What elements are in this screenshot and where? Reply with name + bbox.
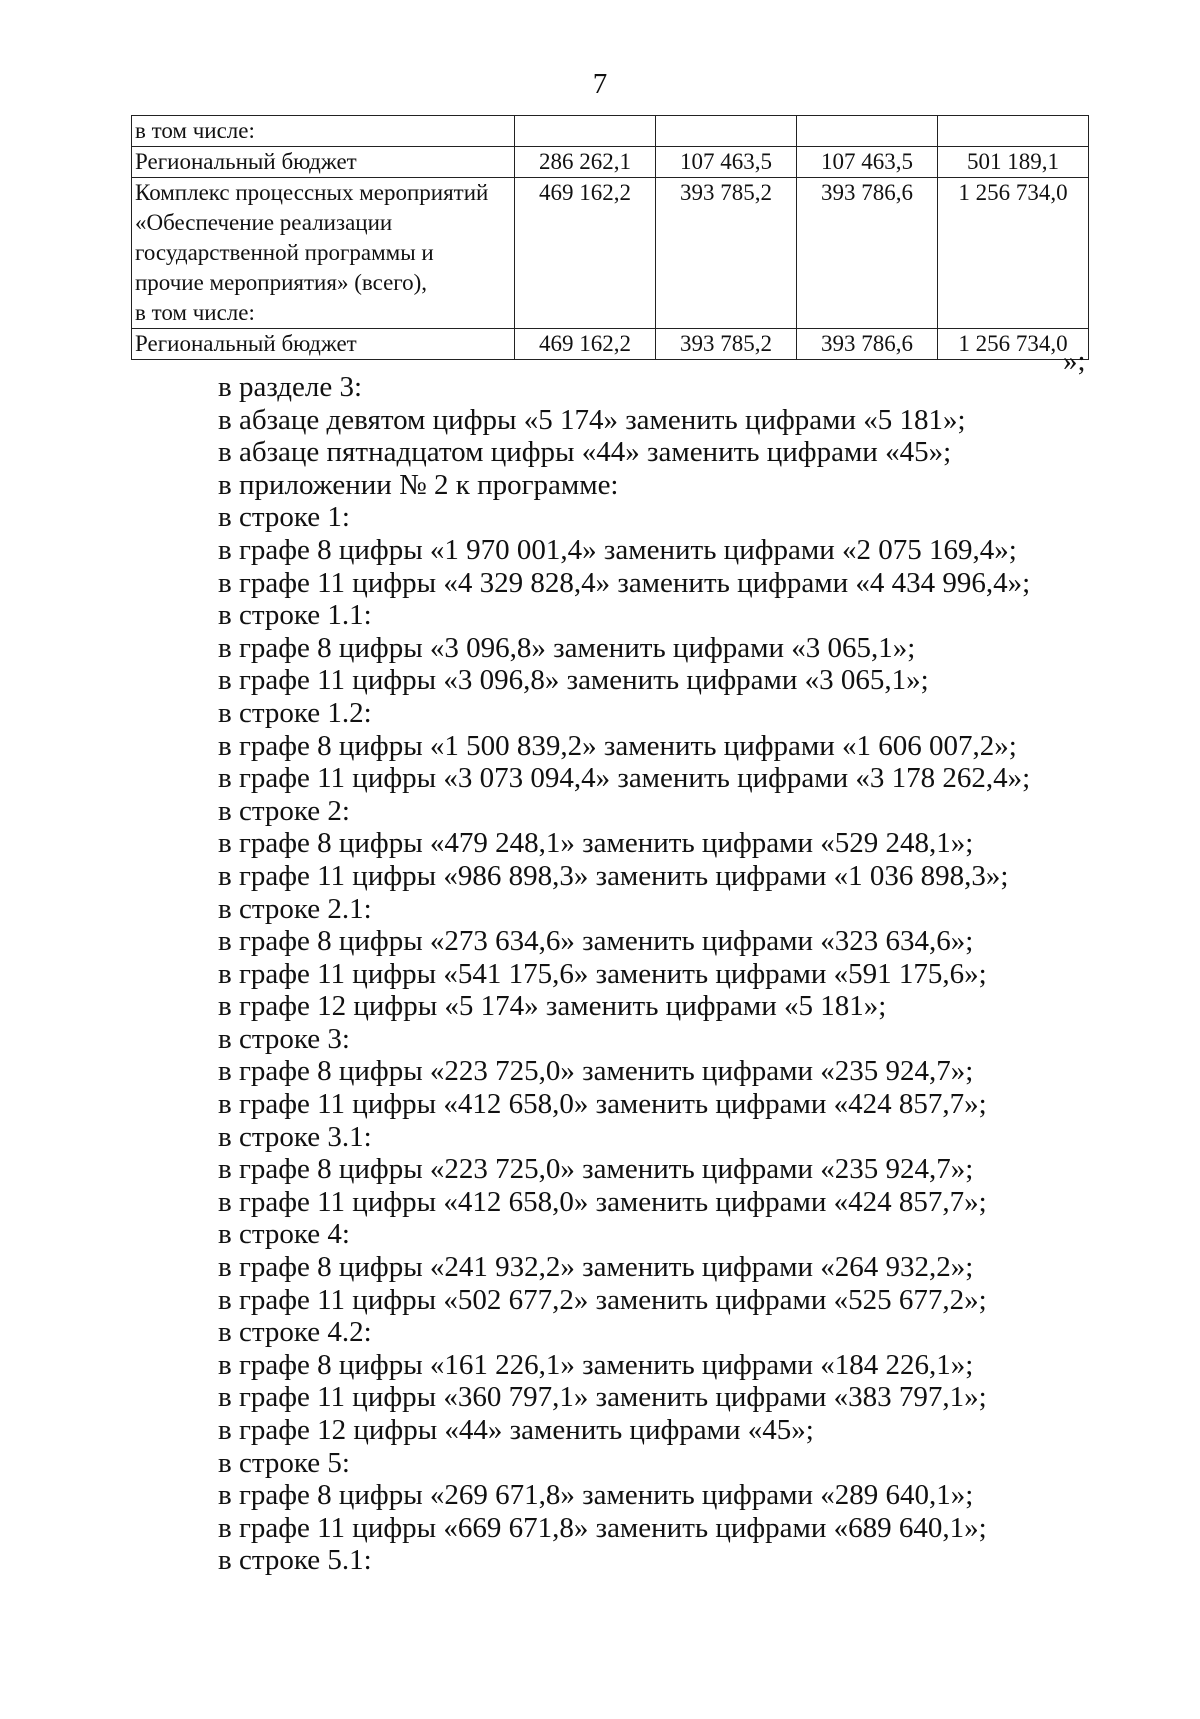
row-label: Комплекс процессных мероприятий «Обеспечение реализации государственной программы и прочие мероприятия» (всего), в том числе:	[132, 178, 515, 329]
amendment-line: в строке 3.1:	[218, 1120, 372, 1153]
amendment-line: в графе 12 цифры «44» заменить цифрами «45»;	[218, 1414, 814, 1446]
amendment-line: в графе 11 цифры «412 658,0» заменить цифрами «424 857,7»;	[218, 1088, 987, 1121]
amendment-line: в строке 1.1:	[218, 599, 372, 632]
amendment-line: в строке 4.2:	[218, 1316, 372, 1349]
table-cell: 107 463,5	[797, 147, 938, 178]
amendment-line: в графе 8 цифры «1 970 001,4» заменить цифрами «2 075 169,4»;	[218, 533, 1017, 566]
table-cell: 393 785,2	[656, 329, 797, 360]
amendment-line: в графе 11 цифры «669 671,8» заменить цифрами «689 640,1»;	[218, 1511, 987, 1544]
table-cell: 393 786,6	[797, 178, 938, 329]
amendment-line: в строке 1:	[218, 501, 350, 534]
amendment-line: в графе 11 цифры «541 175,6» заменить цифрами «591 175,6»;	[218, 957, 987, 990]
budget-table	[131, 115, 1089, 360]
table-row	[132, 329, 1089, 360]
amendment-line: в строке 5:	[218, 1446, 350, 1479]
amendment-line: в графе 8 цифры «1 500 839,2» заменить цифрами «1 606 007,2»;	[218, 729, 1017, 762]
amendment-line: в графе 8 цифры «241 932,2» заменить цифрами «264 932,2»;	[218, 1251, 974, 1284]
amendment-line: в графе 8 цифры «273 634,6» заменить цифрами «323 634,6»;	[218, 925, 974, 958]
amendment-line: в графе 11 цифры «4 329 828,4» заменить цифрами «4 434 996,4»;	[218, 566, 1031, 599]
table-row	[132, 116, 1089, 147]
table-cell: 469 162,2	[515, 329, 656, 360]
amendment-line: в графе 8 цифры «479 248,1» заменить цифрами «529 248,1»;	[218, 827, 974, 860]
row-label: Региональный бюджет	[132, 329, 515, 360]
amendment-line: в приложении № 2 к программе:	[218, 468, 619, 501]
table-cell: 1 256 734,0	[938, 178, 1089, 329]
row-label: Региональный бюджет	[132, 147, 515, 178]
closing-quote: »;	[1063, 345, 1086, 377]
page-number: 7	[592, 68, 608, 100]
table-cell	[938, 116, 1089, 147]
amendment-line: в графе 11 цифры «3 096,8» заменить цифрами «3 065,1»;	[218, 664, 929, 697]
amendment-line: в строке 1.2:	[218, 696, 372, 729]
amendment-line: в строке 4:	[218, 1218, 350, 1251]
amendment-line: в абзаце девятом цифры «5 174» заменить цифрами «5 181»;	[218, 403, 966, 436]
amendment-line: в графе 11 цифры «412 658,0» заменить цифрами «424 857,7»;	[218, 1185, 987, 1218]
amendment-line: в графе 11 цифры «360 797,1» заменить цифрами «383 797,1»;	[218, 1381, 987, 1414]
amendment-line: в графе 11 цифры «986 898,3» заменить цифрами «1 036 898,3»;	[218, 859, 1009, 892]
table-cell: 107 463,5	[656, 147, 797, 178]
table-row	[132, 147, 1089, 178]
amendment-line: в строке 5.1:	[218, 1544, 372, 1577]
amendments-list	[218, 371, 1118, 1577]
amendment-line: в графе 12 цифры «5 174» заменить цифрами «5 181»;	[218, 990, 887, 1023]
table-cell	[515, 116, 656, 147]
table-cell: 393 786,6	[797, 329, 938, 360]
amendment-line: в графе 8 цифры «223 725,0» заменить цифрами «235 924,7»;	[218, 1055, 974, 1088]
table-cell: 469 162,2	[515, 178, 656, 329]
table-cell: 286 262,1	[515, 147, 656, 178]
amendment-line: в графе 8 цифры «269 671,8» заменить цифрами «289 640,1»;	[218, 1479, 974, 1512]
amendment-line: в строке 2.1:	[218, 892, 372, 925]
amendment-line: в графе 11 цифры «3 073 094,4» заменить цифрами «3 178 262,4»;	[218, 762, 1031, 795]
amendment-line: в абзаце пятнадцатом цифры «44» заменить цифрами «45»;	[218, 436, 952, 469]
table-row	[132, 178, 1089, 329]
amendment-line: в графе 8 цифры «3 096,8» заменить цифрами «3 065,1»;	[218, 631, 916, 664]
amendment-line: в графе 11 цифры «502 677,2» заменить цифрами «525 677,2»;	[218, 1283, 987, 1316]
amendment-line: в разделе 3:	[218, 371, 363, 403]
table-cell: 393 785,2	[656, 178, 797, 329]
amendment-line: в графе 8 цифры «161 226,1» заменить цифрами «184 226,1»;	[218, 1348, 974, 1381]
amendment-line: в графе 8 цифры «223 725,0» заменить цифрами «235 924,7»;	[218, 1153, 974, 1186]
table-cell: 1 256 734,0	[938, 329, 1089, 360]
table-cell	[656, 116, 797, 147]
amendment-line: в строке 2:	[218, 794, 350, 827]
table-cell: 501 189,1	[938, 147, 1089, 178]
row-label: в том числе:	[132, 116, 515, 147]
amendment-line: в строке 3:	[218, 1022, 350, 1055]
table-cell	[797, 116, 938, 147]
